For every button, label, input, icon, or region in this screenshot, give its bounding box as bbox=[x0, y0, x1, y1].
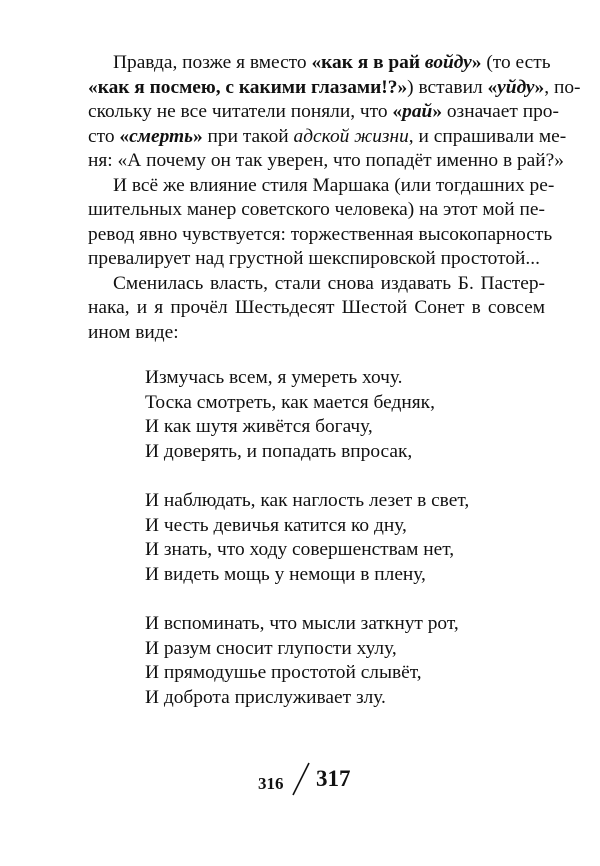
text-run: шительных манер советского человека) на этот мой пе- bbox=[88, 199, 545, 220]
verse-line: Измучась всем, я умереть хочу. bbox=[145, 367, 403, 388]
text-run: (то есть bbox=[481, 52, 551, 73]
verse-line: И честь девичья катится ко дну, bbox=[145, 514, 407, 536]
text-run: , по- bbox=[544, 76, 581, 98]
text-run: адской жизни bbox=[293, 125, 409, 147]
paragraph-3-line bbox=[88, 321, 545, 346]
text-run: смерть bbox=[129, 125, 193, 147]
paragraph-2-line bbox=[88, 223, 553, 248]
verse-line: И вспоминать, что мысли заткнут рот, bbox=[145, 612, 459, 634]
verse-line: И знать, что ходу совершенствам нет, bbox=[145, 539, 455, 561]
paragraph-2-line bbox=[88, 247, 545, 272]
text-run: » bbox=[432, 101, 443, 122]
paragraph-1-line bbox=[88, 100, 559, 125]
text-run: « bbox=[119, 125, 130, 147]
text-run: ином виде: bbox=[88, 321, 179, 343]
verse-line: И доверять, и попадать впросак, bbox=[145, 440, 413, 462]
verse-line: Тоска смотреть, как мается бедняк, bbox=[145, 391, 435, 413]
verse-line: И прямодушье простотой слывёт, bbox=[145, 662, 422, 684]
paragraph-2-line bbox=[88, 174, 555, 199]
text-run: рай bbox=[402, 101, 433, 122]
paragraph-1-line bbox=[88, 125, 567, 150]
text-run: означает про- bbox=[442, 101, 559, 122]
page-number bbox=[258, 762, 368, 802]
text-run: » bbox=[471, 52, 482, 73]
text-run: Правда, позже я вместо bbox=[113, 52, 312, 73]
text-run: войду bbox=[424, 52, 472, 73]
paragraph-1-line bbox=[88, 51, 551, 76]
text-run: « bbox=[487, 76, 498, 98]
text-run: Сменилась власть, стали снова издавать Б. Пастер- bbox=[113, 272, 545, 294]
verse-line: И разум сносит глупости хулу, bbox=[145, 637, 397, 659]
verse-line: И видеть мощь у немощи в плену, bbox=[145, 563, 426, 585]
text-run: ) вставил bbox=[407, 76, 488, 98]
text-run: , и спрашивали ме- bbox=[408, 125, 567, 147]
page-number-total: 317 bbox=[316, 766, 351, 791]
verse-line: И как шутя живётся богачу, bbox=[145, 416, 373, 438]
stanza-2 bbox=[145, 489, 469, 587]
page-number-current: 316 bbox=[258, 774, 284, 793]
text-run: ревод явно чувствуется: торжественная высокопарность bbox=[88, 223, 553, 245]
text-run: при такой bbox=[202, 125, 294, 147]
page-number-slash bbox=[290, 762, 312, 796]
prose-text bbox=[88, 51, 581, 345]
sonnet-quote bbox=[145, 366, 469, 710]
text-run: сто bbox=[88, 125, 120, 147]
paragraph-3-line bbox=[88, 272, 545, 297]
text-run: превалирует над грустной шекспировской простотой... bbox=[88, 248, 540, 269]
stanza-1 bbox=[145, 366, 469, 464]
text-run: И всё же влияние стиля Маршака (или тогдашних ре- bbox=[113, 174, 555, 196]
text-run: скольку не все читатели поняли, что bbox=[88, 101, 393, 122]
text-run: «как я в рай bbox=[311, 52, 425, 73]
text-run: уйду bbox=[497, 76, 535, 98]
text-run: » bbox=[534, 76, 545, 98]
paragraph-2-line bbox=[88, 198, 545, 223]
text-run: «как я посмею, с какими глазами!?» bbox=[88, 76, 408, 98]
stanza-3 bbox=[145, 612, 469, 710]
paragraph-1-line bbox=[88, 149, 564, 174]
text-run: ня: «А почему он так уверен, что попадёт именно в рай?» bbox=[88, 150, 564, 171]
text-run: « bbox=[392, 101, 403, 122]
paragraph-1-line bbox=[88, 76, 581, 101]
text-run: нака, и я прочёл Шестьдесят Шестой Сонет в совсем bbox=[88, 297, 545, 318]
paragraph-3-line bbox=[88, 296, 545, 321]
text-run: » bbox=[192, 125, 203, 147]
verse-line: И доброта прислуживает злу. bbox=[145, 686, 386, 708]
verse-line: И наблюдать, как наглость лезет в свет, bbox=[145, 489, 470, 511]
